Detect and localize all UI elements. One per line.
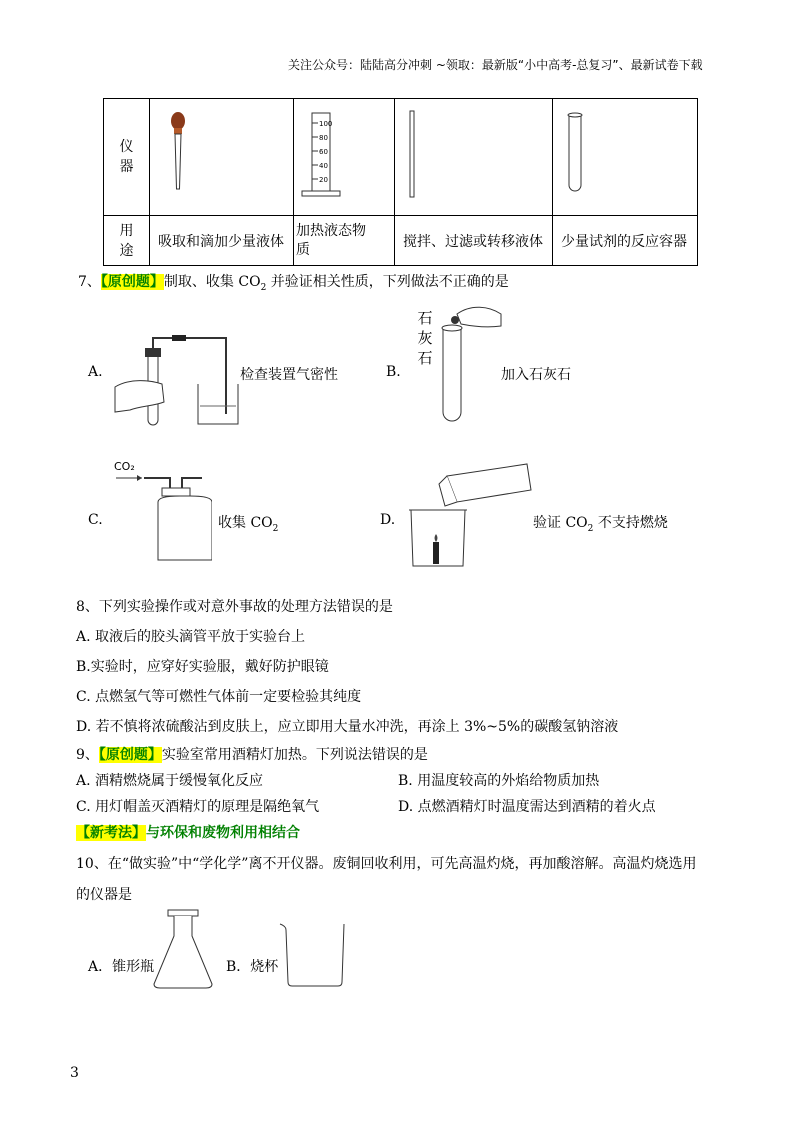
- cylinder-cell: [294, 99, 395, 216]
- q8-stem: 8、下列实验操作或对意外事故的处理方法错误的是: [76, 599, 393, 615]
- conical-flask-icon: [150, 908, 216, 990]
- q7-tag: 【原创题】: [100, 274, 164, 290]
- row-label-use: 用途: [104, 216, 150, 266]
- q8-option-a: A. 取液后的胶头滴管平放于实验台上: [76, 629, 306, 645]
- q7-b-text: 加入石灰石: [501, 367, 571, 383]
- cylinder-tick-label: 100: [319, 120, 333, 128]
- cylinder-tick-label: 60: [319, 148, 328, 156]
- use-glass-rod: 搅拌、过滤或转移液体: [395, 216, 553, 266]
- q9-option-c: C. 用灯帽盖灭酒精灯的原理是隔绝氧气: [76, 799, 320, 815]
- q7-b-letter: B.: [386, 364, 401, 380]
- q10-stem-line2: 的仪器是: [76, 887, 132, 903]
- q9-option-d: D. 点燃酒精灯时温度需达到酒精的着火点: [398, 799, 656, 815]
- q7-b-label: 石 灰 石: [417, 309, 433, 367]
- co2-candle-test: [405, 462, 535, 572]
- test-tube-icon: [553, 99, 697, 211]
- section-header: 【新考法】与环保和废物利用相结合: [76, 825, 300, 841]
- q7-d-letter: D.: [380, 512, 396, 528]
- q8-option-d: D. 若不慎将浓硫酸沾到皮肤上，应立即用大量水冲洗，再涂上 3%~5%的碳酸氢钠溶液: [76, 719, 619, 735]
- cylinder-tick-label: 40: [319, 162, 328, 170]
- q7-stem: 7、【原创题】制取、收集 $CO_2$ 并验证相关性质，下列做法不正确的是: [78, 274, 509, 293]
- instrument-table: [103, 98, 698, 266]
- q7-c-text: 收集 $CO_2$: [218, 515, 279, 534]
- page-header: 关注公众号：陆陆高分冲刺 ~领取：最新版“小中高考-总复习”、最新试卷下载: [288, 58, 703, 72]
- glass-rod-icon: [395, 99, 552, 211]
- q9-tag: 【原创题】: [98, 747, 162, 763]
- page-number: 3: [70, 1065, 79, 1081]
- use-cylinder: 加热液态物质: [294, 216, 395, 266]
- q10-option-b: B．烧杯: [226, 959, 279, 975]
- beaker-icon: [276, 918, 348, 988]
- q10-stem-line1: 10、在“做实验”中“学化学”离不开仪器。废铜回收利用，可先高温灼烧，再加酸溶解。高温灼烧选用: [76, 856, 697, 872]
- svg-text:CO₂: CO₂: [114, 460, 135, 473]
- dropper-icon: [150, 99, 293, 211]
- graduated-cylinder-icon: [294, 99, 394, 211]
- airtightness-check-apparatus: [110, 332, 240, 432]
- section-tag: 【新考法】: [76, 825, 146, 841]
- row-label-instrument: 仪器: [104, 99, 150, 216]
- q7-d-text: 验证 $CO_2$ 不支持燃烧: [533, 515, 668, 534]
- q8-option-c: C. 点燃氢气等可燃性气体前一定要检验其纯度: [76, 689, 362, 705]
- q9-stem: 9、【原创题】实验室常用酒精灯加热。下列说法错误的是: [76, 747, 428, 763]
- q7-a-text: 检查装置气密性: [240, 367, 338, 383]
- glass-rod-cell: [395, 99, 553, 216]
- gas-collection-bottle: [112, 458, 212, 568]
- q7-c-letter: C.: [88, 512, 103, 528]
- q7-a-letter: A.: [88, 364, 103, 380]
- cylinder-tick-label: 20: [319, 176, 328, 184]
- dropper-cell: [150, 99, 294, 216]
- use-test-tube: 少量试剂的反应容器: [553, 216, 698, 266]
- q8-option-b: B.实验时，应穿好实验服，戴好防护眼镜: [76, 659, 329, 675]
- cylinder-tick-label: 80: [319, 134, 328, 142]
- add-limestone-apparatus: [435, 300, 505, 425]
- q9-option-a: A. 酒精燃烧属于缓慢氧化反应: [76, 773, 264, 789]
- q10-option-a: A．锥形瓶: [88, 959, 155, 975]
- test-tube-cell: [553, 99, 698, 216]
- use-dropper: 吸取和滴加少量液体: [150, 216, 294, 266]
- q9-option-b: B. 用温度较高的外焰给物质加热: [398, 773, 600, 789]
